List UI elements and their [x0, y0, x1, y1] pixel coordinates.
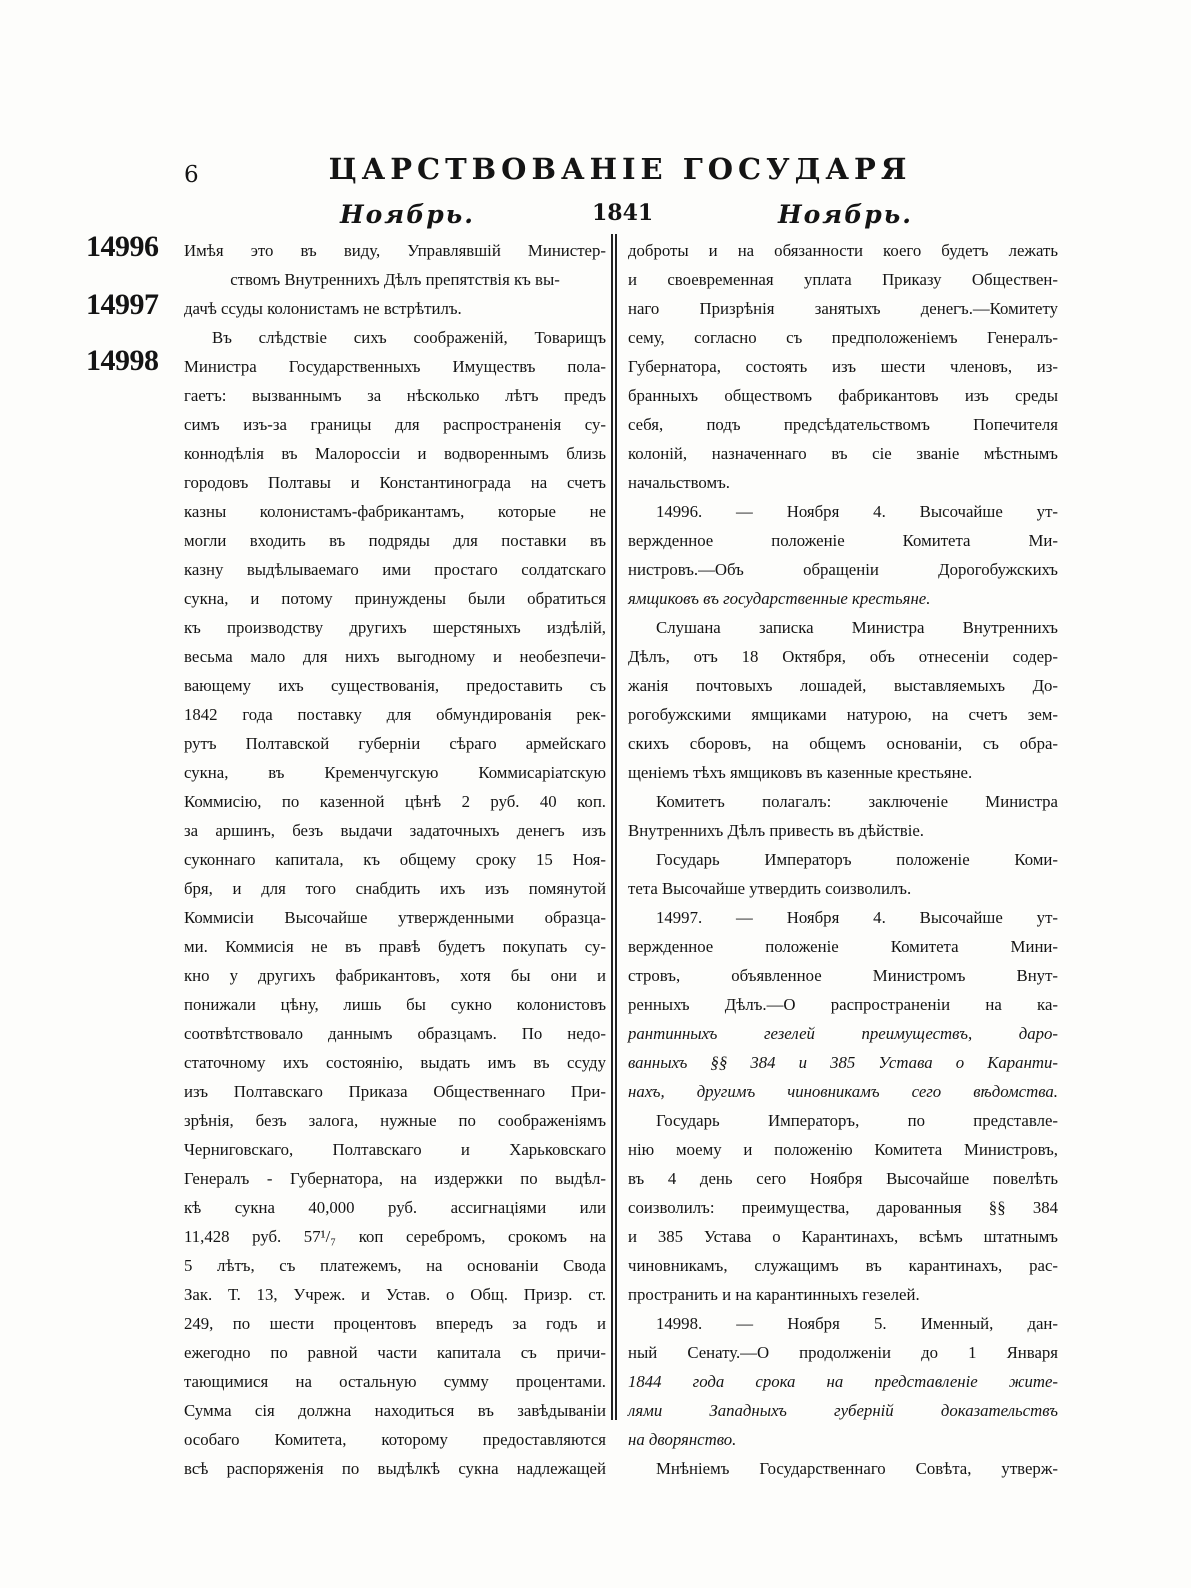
- decree-title-line: ямщиковъ въ государственные крестьяне.: [628, 589, 931, 608]
- text-line: 11,428 руб. 57¹/₇ коп серебромъ, срокомъ на: [184, 1227, 606, 1246]
- text-line: сукна, въ Кременчугскую Коммисаріатскую: [184, 763, 606, 782]
- text-line: Генералъ - Губернатора, на издержки по выдѣл-: [184, 1169, 606, 1188]
- text-line: Дѣлъ, отъ 18 Октября, объ отнесеніи содер-: [628, 647, 1058, 666]
- text-line: понижали цѣну, лишь бы сукно колонистовъ: [184, 995, 606, 1014]
- text-line: коннодѣлія въ Малороссіи и водвореннымъ близь: [184, 444, 606, 463]
- right-column: [628, 236, 1058, 1483]
- text-line: Въ слѣдствіе сихъ соображеній, Товарищъ: [212, 328, 606, 347]
- text-line: сукна, и потому принуждены были обратиться: [184, 589, 606, 608]
- text-line: Государь Императоръ положеніе Коми-: [656, 850, 1058, 869]
- decree-title-line: лями Западныхъ губерній доказательствъ: [628, 1401, 1058, 1420]
- text-line: весьма мало для нихъ выгодному и необезпечи-: [184, 647, 606, 666]
- text-line: Мнѣніемъ Государственнаго Совѣта, утверж-: [656, 1459, 1058, 1478]
- text-line: доброты и на обязанности коего будетъ лежать: [628, 241, 1058, 260]
- running-title: ЦАРСТВОВАНІЕ ГОСУДАРЯ: [328, 152, 912, 186]
- text-line: суконнаго капитала, къ общему сроку 15 Ноя-: [184, 850, 606, 869]
- text-line: ежегодно по равной части капитала съ причи-: [184, 1343, 606, 1362]
- decree-heading-line: вержденное положеніе Комитета Ми-: [628, 531, 1058, 550]
- decree-heading-line: 14996. — Ноября 4. Высочайше ут-: [656, 502, 1058, 521]
- text-line: Коммисію, по казенной цѣнѣ 2 руб. 40 коп.: [184, 792, 606, 811]
- decree-heading-line: 14998. — Ноября 5. Именный, дан-: [656, 1314, 1058, 1333]
- decree-title-line: ренныхъ Дѣлъ.—О распространеніи на ка-: [628, 995, 1058, 1014]
- text-line: щеніемъ тѣхъ ямщиковъ въ казенные крестьяне.: [628, 763, 973, 782]
- month-right: Ноябрь.: [778, 200, 913, 229]
- text-line: скихъ сборовъ, на общемъ основаніи, съ обра-: [628, 734, 1058, 753]
- decree-heading-line: стровъ, объявленное Министромъ Внут-: [628, 966, 1058, 985]
- text-line: всѣ распоряженія по выдѣлкѣ сукна надлежащей: [184, 1459, 606, 1478]
- text-line: 5 лѣтъ, съ платежемъ, на основаніи Свода: [184, 1256, 606, 1275]
- text-line: Государь Императоръ, по представле-: [656, 1111, 1058, 1130]
- text-line: наго Призрѣнія занятыхъ денегъ.—Комитету: [628, 299, 1058, 318]
- decree-title-line: ный Сенату.—О продолженіи до 1 Января: [628, 1343, 1058, 1362]
- decree-title-line: нахъ, другимъ чиновникамъ сего вѣдомства.: [628, 1082, 1058, 1101]
- left-column: [184, 236, 606, 1483]
- text-line: и своевременная уплата Приказу Обществен-: [628, 270, 1058, 289]
- text-line: ми. Коммисія не въ правѣ будетъ покупать су-: [184, 937, 606, 956]
- text-line: дачѣ ссуды колонистамъ не встрѣтилъ.: [184, 299, 462, 318]
- margin-number: 14997: [86, 288, 159, 321]
- text-line: симъ изъ-за границы для распространенія су-: [184, 415, 606, 434]
- decree-title-line: нистровъ.—Объ обращеніи Дорогобужскихъ: [628, 560, 1058, 579]
- text-line: себя, подъ предсѣдательствомъ Попечителя: [628, 415, 1058, 434]
- text-line: статочному ихъ состоянію, выдать имъ въ ссуду: [184, 1053, 606, 1072]
- text-line: вающему ихъ существованія, предоставить съ: [184, 676, 606, 695]
- text-line: 1842 года поставку для обмундированія рек-: [184, 705, 606, 724]
- column-divider: [611, 234, 617, 1420]
- year: 1841: [592, 200, 654, 226]
- text-line: гаетъ: вызваннымъ за нѣсколько лѣтъ предъ: [184, 386, 606, 405]
- decree-title-line: рантинныхъ гезелей преимуществъ, даро-: [628, 1024, 1058, 1043]
- text-line: Внутреннихъ Дѣлъ привесть въ дѣйствіе.: [628, 821, 925, 840]
- text-line: Министра Государственныхъ Имуществъ пола-: [184, 357, 606, 376]
- page-number: 6: [184, 162, 199, 188]
- text-line: изъ Полтавскаго Приказа Общественнаго При-: [184, 1082, 606, 1101]
- text-line: Губернатора, состоять изъ шести членовъ, из-: [628, 357, 1058, 376]
- decree-title-line: ванныхъ §§ 384 и 385 Устава о Каранти-: [628, 1053, 1058, 1072]
- decree-title-line: на дворянство.: [628, 1430, 737, 1449]
- text-line: чиновникамъ, служащимъ въ карантинахъ, рас-: [628, 1256, 1058, 1275]
- text-line: тающимися на остальную сумму процентами.: [184, 1372, 606, 1391]
- text-line: Слушана записка Министра Внутреннихъ: [656, 618, 1058, 637]
- text-line: Зак. Т. 13, Учреж. и Устав. о Общ. Призр. ст.: [184, 1285, 606, 1304]
- text-line: кно у другихъ фабрикантовъ, хотя бы они и: [184, 966, 606, 985]
- text-line: бря, и для того снабдить ихъ изъ помянутой: [184, 879, 606, 898]
- text-line: казну выдѣлываемаго ими простаго солдатскаго: [184, 560, 606, 579]
- text-line: ствомъ Внутреннихъ Дѣлъ препятствія къ вы-: [230, 270, 560, 289]
- text-line: особаго Комитета, которому предоставляются: [184, 1430, 606, 1449]
- text-line: къ производству другихъ шерстяныхъ издѣлій,: [184, 618, 606, 637]
- text-line: и 385 Устава о Карантинахъ, всѣмъ штатнымъ: [628, 1227, 1058, 1246]
- text-line: городовъ Полтавы и Константинограда на счетъ: [184, 473, 606, 492]
- text-line: соизволилъ: преимущества, дарованныя §§ 384: [628, 1198, 1058, 1217]
- margin-number: 14998: [86, 344, 159, 377]
- text-line: въ 4 день сего Ноября Высочайше повелѣть: [628, 1169, 1058, 1188]
- text-line: бранныхъ обществомъ фабрикантовъ изъ среды: [628, 386, 1058, 405]
- text-line: 249, по шести процентовъ впередъ за годъ и: [184, 1314, 606, 1333]
- text-line: зрѣнія, безъ залога, нужные по соображеніямъ: [184, 1111, 606, 1130]
- text-line: нію моему и положенію Комитета Министровъ,: [628, 1140, 1058, 1159]
- text-line: казны колонистамъ-фабрикантамъ, которые не: [184, 502, 606, 521]
- text-line: за аршинъ, безъ выдачи задаточныхъ денегъ изъ: [184, 821, 606, 840]
- text-line: Комитетъ полагалъ: заключеніе Министра: [656, 792, 1058, 811]
- text-line: тета Высочайше утвердить соизволилъ.: [628, 879, 912, 898]
- text-line: пространить и на карантинныхъ гезелей.: [628, 1285, 920, 1304]
- text-line: Коммисіи Высочайше утвержденными образца-: [184, 908, 606, 927]
- decree-title-line: 1844 года срока на представленіе жите-: [628, 1372, 1058, 1391]
- text-line: Имѣя это въ виду, Управлявшій Министер-: [184, 241, 606, 260]
- decree-heading-line: 14997. — Ноября 4. Высочайше ут-: [656, 908, 1058, 927]
- text-line: Сумма сія должна находиться въ завѣдываніи: [184, 1401, 606, 1420]
- month-left: Ноябрь.: [340, 200, 475, 229]
- text-line: соотвѣтствовало даннымъ образцамъ. По недо-: [184, 1024, 606, 1043]
- text-line: начальствомъ.: [628, 473, 730, 492]
- text-line: жанія почтовыхъ лошадей, выставляемыхъ До-: [628, 676, 1058, 695]
- decree-heading-line: вержденное положеніе Комитета Мини-: [628, 937, 1058, 956]
- text-line: колоній, назначеннаго въ сіе званіе мѣстнымъ: [628, 444, 1058, 463]
- text-line: рогобужскими ямщиками натурою, на счетъ зем-: [628, 705, 1058, 724]
- text-line: могли входить въ подряды для поставки въ: [184, 531, 606, 550]
- text-line: кѣ сукна 40,000 руб. ассигнаціями или: [184, 1198, 606, 1217]
- text-line: сему, согласно съ предположеніемъ Генералъ-: [628, 328, 1058, 347]
- text-line: рутъ Полтавской губерніи сѣраго армейскаго: [184, 734, 606, 753]
- margin-number: 14996: [86, 230, 159, 263]
- text-line: Черниговскаго, Полтавскаго и Харьковскаго: [184, 1140, 606, 1159]
